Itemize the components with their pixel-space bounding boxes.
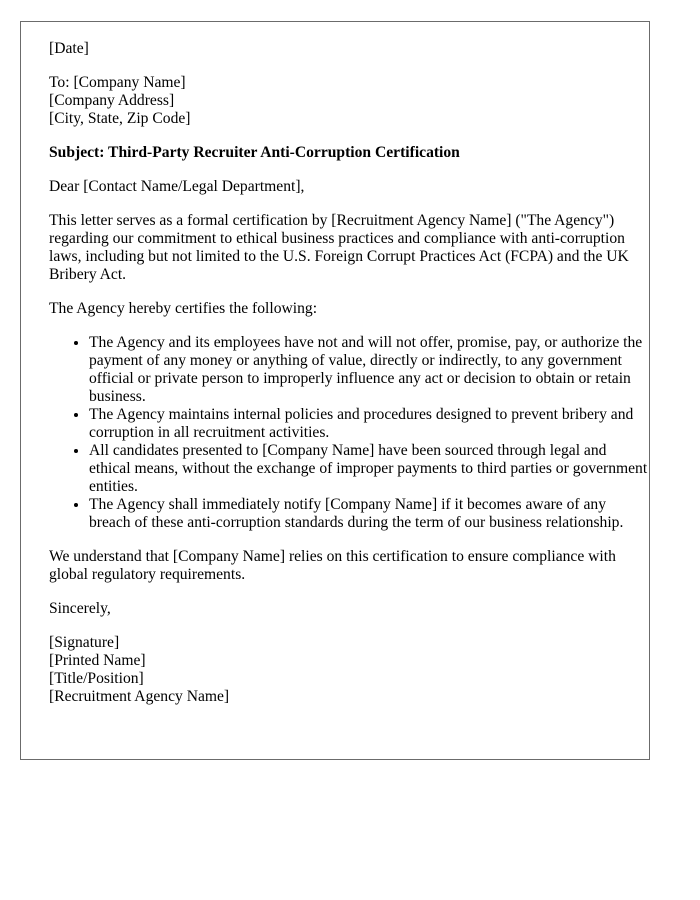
certification-list xyxy=(49,334,649,532)
intro-paragraph: This letter serves as a formal certification by [Recruitment Agency Name] ("The Agency") regarding our commitment to ethical business practices and compliance with anti-corruption laws, including but not limited to the U.S. Foreign Corrupt Practices Act (FCPA) and the UK Bribery Act. xyxy=(49,212,629,283)
certification-item: • The Agency and its employees have not and will not offer, promise, pay, or authorize the payment of any money or anything of value, directly or indirectly, to any government official or private person to improperly influence any act or decision to obtain or retain business. xyxy=(89,334,649,406)
recipient-city-line: [City, State, Zip Code] xyxy=(49,110,191,127)
certification-item: • All candidates presented to [Company Name] have been sourced through legal and ethical means, without the exchange of improper payments to third parties or government entities. xyxy=(89,442,649,496)
letter-document xyxy=(20,21,650,760)
recipient-address-line: [Company Address] xyxy=(49,92,175,109)
signature-line: [Signature] xyxy=(49,634,120,651)
title-position-line: [Title/Position] xyxy=(49,670,144,687)
printed-name-line: [Printed Name] xyxy=(49,652,146,669)
recipient-to-line: To: [Company Name] xyxy=(49,74,186,91)
sign-off: Sincerely, xyxy=(49,600,111,617)
signature-block xyxy=(49,634,649,706)
letter-salutation: Dear [Contact Name/Legal Department], xyxy=(49,178,305,195)
certifies-lead: The Agency hereby certifies the following: xyxy=(49,300,318,317)
certification-item: • The Agency shall immediately notify [Company Name] if it becomes aware of any breach of these anti-corruption standards during the term of our business relationship. xyxy=(89,496,649,532)
agency-name-line: [Recruitment Agency Name] xyxy=(49,688,230,705)
certification-item: • The Agency maintains internal policies and procedures designed to prevent bribery and corruption in all recruitment activities. xyxy=(89,406,649,442)
letter-subject: Subject: Third-Party Recruiter Anti-Corruption Certification xyxy=(49,144,460,161)
closing-paragraph: We understand that [Company Name] relies on this certification to ensure compliance with global regulatory requirements. xyxy=(49,548,616,583)
recipient-block xyxy=(49,74,649,128)
letter-date: [Date] xyxy=(49,40,89,57)
